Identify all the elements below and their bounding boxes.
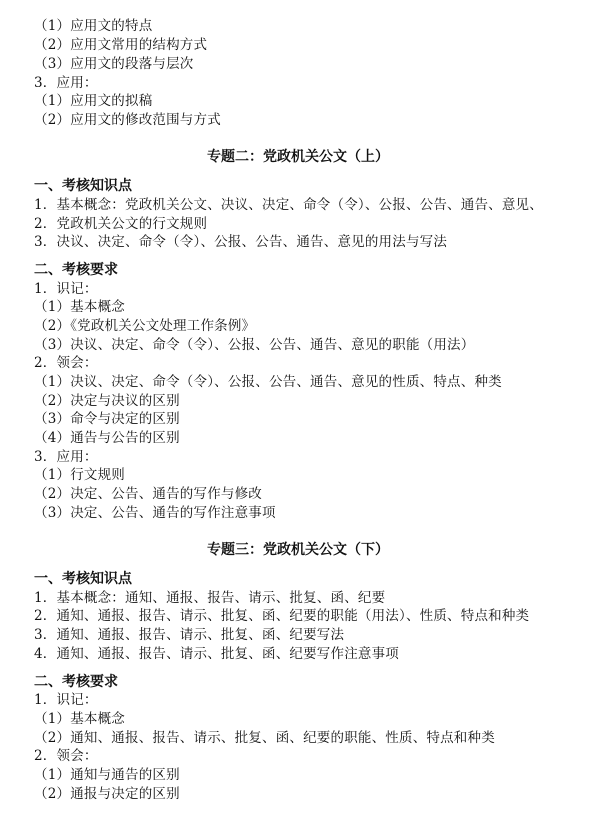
topic3-requirements-heading: 二、考核要求 (34, 674, 118, 690)
list-item: （1）通知与通告的区别 (34, 767, 180, 783)
list-item: 2．党政机关公文的行文规则 (34, 216, 208, 232)
list-item: （2）决定、公告、通告的写作与修改 (34, 486, 262, 502)
list-item: 1．识记： (34, 281, 98, 297)
list-item: （3）命令与决定的区别 (34, 411, 180, 427)
list-item: 2．通知、通报、报告、请示、批复、函、纪要的职能（用法）、性质、特点和种类 (34, 608, 530, 624)
list-item: （2）通知、通报、报告、请示、批复、函、纪要的职能、性质、特点和种类 (34, 730, 495, 746)
list-item: （1）应用文的特点 (34, 18, 153, 34)
topic2-title: 专题二：党政机关公文（上） (207, 149, 389, 165)
list-item: 3．通知、通报、报告、请示、批复、函、纪要写法 (34, 627, 345, 643)
list-item: （2）决定与决议的区别 (34, 393, 180, 409)
list-item: 4．通知、通报、报告、请示、批复、函、纪要写作注意事项 (34, 646, 399, 662)
topic3-title: 专题三：党政机关公文（下） (207, 542, 389, 558)
list-item: （1）行文规则 (34, 467, 125, 483)
list-item: （1）基本概念 (34, 299, 125, 315)
list-item: （4）通告与公告的区别 (34, 430, 180, 446)
list-item: （2）通报与决定的区别 (34, 786, 180, 802)
list-item: （1）决议、决定、命令（令）、公报、公告、通告、意见的性质、特点、种类 (34, 374, 502, 390)
list-item: 2．领会： (34, 355, 98, 371)
list-item: （3）决定、公告、通告的写作注意事项 (34, 505, 276, 521)
list-item: 3．决议、决定、命令（令）、公报、公告、通告、意见的用法与写法 (34, 234, 448, 250)
list-item: （1）基本概念 (34, 711, 125, 727)
topic3-knowledge-heading: 一、考核知识点 (34, 571, 132, 587)
topic2-requirements-heading: 二、考核要求 (34, 262, 118, 278)
list-item: 2．领会： (34, 748, 98, 764)
topic2-knowledge-heading: 一、考核知识点 (34, 178, 132, 194)
list-item: 3．应用： (34, 75, 98, 91)
list-item: （2）应用文常用的结构方式 (34, 37, 208, 53)
list-item: （1）应用文的拟稿 (34, 93, 153, 109)
list-item: 1．识记： (34, 692, 98, 708)
list-item: （2）《党政机关公文处理工作条例》 (34, 318, 256, 334)
list-item: 1．基本概念：党政机关公文、决议、决定、命令（令）、公报、公告、通告、意见、 (34, 197, 543, 213)
list-item: 1．基本概念：通知、通报、报告、请示、批复、函、纪要 (34, 590, 386, 606)
list-item: 3．应用： (34, 449, 98, 465)
list-item: （2）应用文的修改范围与方式 (34, 112, 221, 128)
list-item: （3）决议、决定、命令（令）、公报、公告、通告、意见的职能（用法） (34, 337, 475, 353)
list-item: （3）应用文的段落与层次 (34, 56, 194, 72)
